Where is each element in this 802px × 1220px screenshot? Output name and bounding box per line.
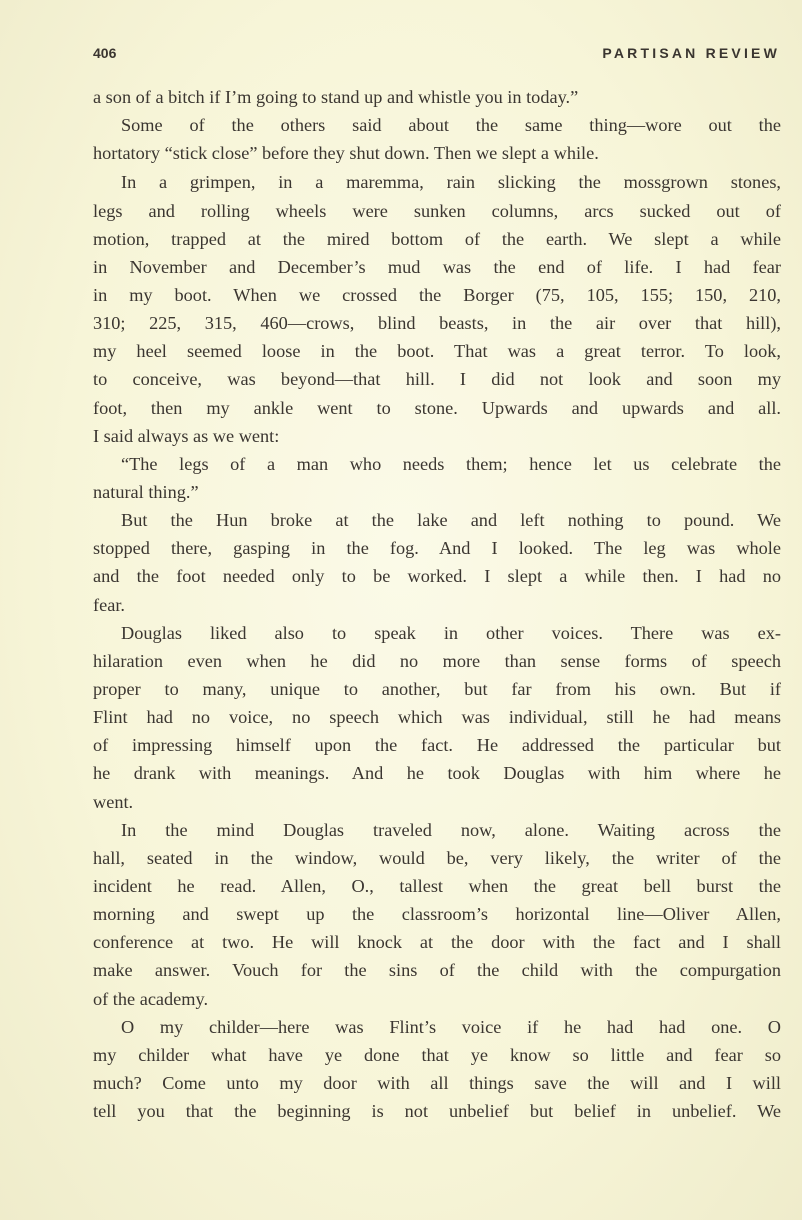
text-line: hilaration even when he did no more than sense forms of speech [93,650,781,671]
paragraph [93,506,781,619]
text-line: to conceive, was beyond—that hill. I did not look and soon my [93,369,781,390]
text-line: a son of a bitch if I’m going to stand up and whistle you in today.” [93,87,579,107]
paragraph [93,111,781,167]
paragraph [93,450,781,506]
text-line: my childer what have ye done that ye know so little and fear so [93,1044,781,1065]
text-line: stopped there, gasping in the fog. And I looked. The leg was whole [93,538,781,559]
text-line: make answer. Vouch for the sins of the child with the compurgation [93,960,781,981]
text-line: of impressing himself upon the fact. He addressed the particular but [93,735,781,756]
text-line: in November and December’s mud was the end of life. I had fear [93,256,781,277]
text-line: hortatory “stick close” before they shut down. Then we slept a while. [93,143,599,164]
text-line: morning and swept up the classroom’s horizontal line—Oliver Allen, [93,904,781,925]
paragraph [93,1013,781,1126]
text-line: foot, then my ankle went to stone. Upwards and upwards and all. [93,397,781,418]
text-line: went. [93,791,134,812]
text-line: Flint had no voice, no speech which was individual, still he had means [93,707,781,728]
text-line: in my boot. When we crossed the Borger (75, 105, 155; 150, 210, [93,284,781,305]
text-line: tell you that the beginning is not unbelief but belief in unbelief. We [93,1101,781,1122]
text-line: Some of the others said about the same thing—wore out the [121,115,781,136]
text-line: proper to many, unique to another, but far from his own. But if [93,678,781,699]
body-text [93,83,781,1125]
text-line: incident he read. Allen, O., tallest when the great bell burst the [93,875,781,896]
text-line: my heel seemed loose in the boot. That was a great terror. To look, [93,341,781,362]
paragraph [93,83,781,111]
text-line: 310; 225, 315, 460—crows, blind beasts, in the air over that hill), [93,313,781,334]
text-line: In a grimpen, in a maremma, rain slicking the mossgrown stones, [121,172,781,193]
text-line: But the Hun broke at the lake and left nothing to pound. We [121,510,781,531]
text-line: he drank with meanings. And he took Douglas with him where he [93,763,781,784]
paragraph [93,816,781,1013]
text-line: motion, trapped at the mired bottom of the earth. We slept a while [93,228,781,249]
text-line: much? Come unto my door with all things save the will and I will [93,1072,781,1093]
text-line: of the academy. [93,988,209,1009]
paragraph [93,168,781,449]
text-line: O my childer—here was Flint’s voice if he had had one. O [121,1016,781,1037]
text-line: “The legs of a man who needs them; hence let us celebrate the [121,453,781,474]
text-line: natural thing.” [93,481,199,502]
text-line: legs and rolling wheels were sunken columns, arcs sucked out of [93,200,781,221]
text-line: Douglas liked also to speak in other voices. There was ex- [121,622,781,643]
running-header [93,45,780,67]
page-number: 406 [93,45,117,61]
paragraph [93,619,781,816]
text-line: and the foot needed only to be worked. I slept a while then. I had no [93,566,781,587]
text-line: fear. [93,594,125,615]
running-title: PARTISAN REVIEW [602,45,780,61]
text-line: In the mind Douglas traveled now, alone. Waiting across the [121,819,781,840]
text-line: conference at two. He will knock at the door with the fact and I shall [93,932,781,953]
text-line: I said always as we went: [93,425,280,446]
text-line: hall, seated in the window, would be, very likely, the writer of the [93,847,781,868]
